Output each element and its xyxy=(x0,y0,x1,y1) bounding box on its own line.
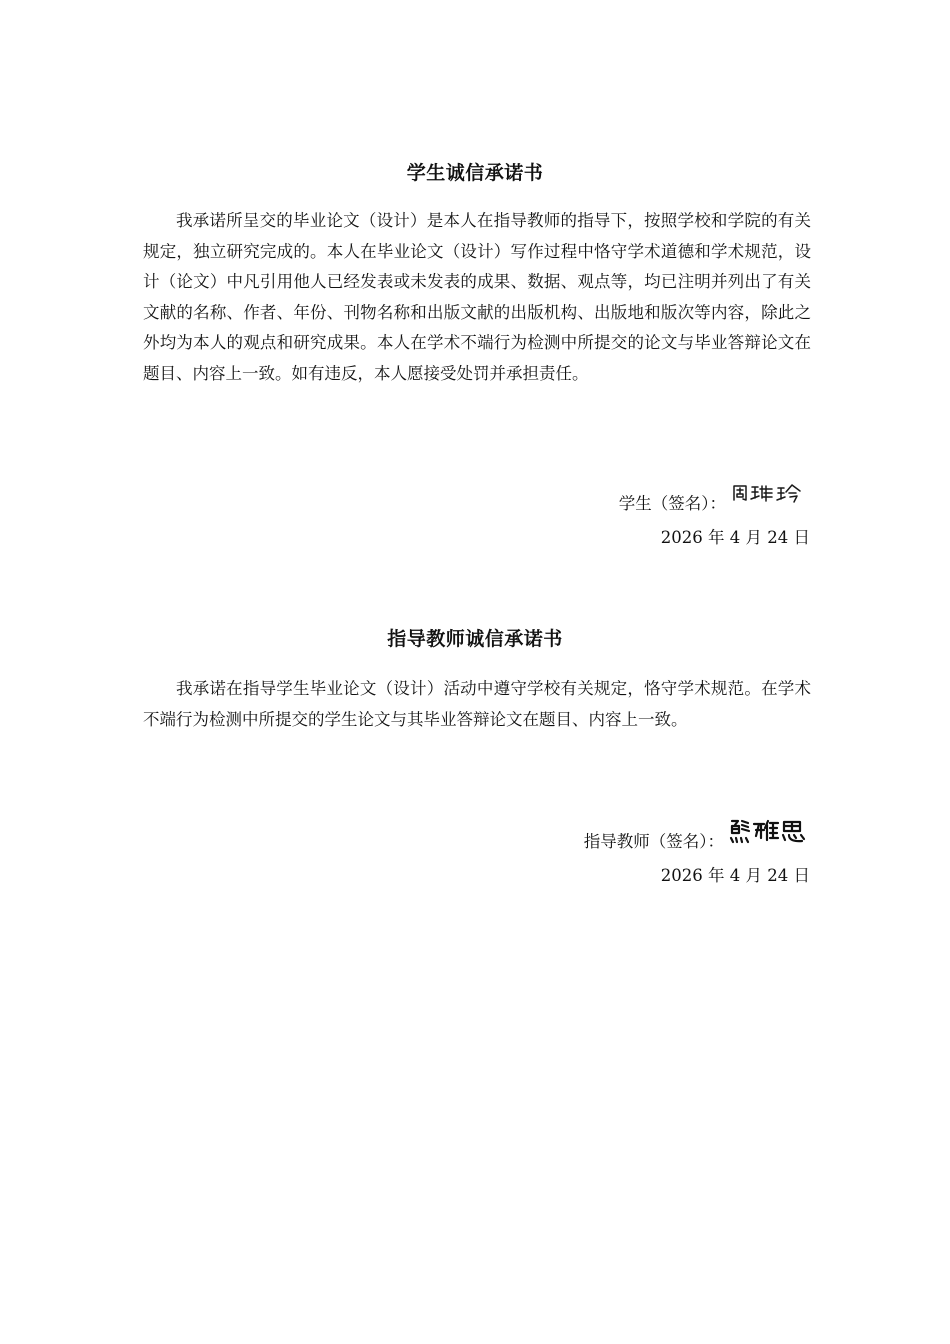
student-pledge-body: 我承诺所呈交的毕业论文（设计）是本人在指导教师的指导下，按照学校和学院的有关规定，独立研究完成的。本人在毕业论文（设计）写作过程中恪守学术道德和学术规范，设计（论文）中凡引用他人已经发表或未发表的成果、数据、观点等，均已注明并列出了有关文献的名称、作者、年份、刊物名称和出版文献的出版机构、出版地和版次等内容，除此之外均为本人的观点和研究成果。本人在学术不端行为检测中所提交的论文与毕业答辩论文在题目、内容上一致。如有违反，本人愿接受处罚并承担责任。 xyxy=(143,211,811,383)
student-signature-line xyxy=(619,480,810,514)
advisor-signature-image xyxy=(726,816,810,852)
advisor-date: 2026 年 4 月 24 日 xyxy=(660,866,810,885)
advisor-signature-line xyxy=(584,816,810,852)
student-date: 2026 年 4 月 24 日 xyxy=(660,528,810,547)
student-pledge-title: 学生诚信承诺书 xyxy=(406,162,544,184)
advisor-signature-label: 指导教师（签名）： xyxy=(583,832,724,851)
student-signature-image xyxy=(728,480,810,514)
student-signature-label: 学生（签名）： xyxy=(618,494,726,513)
advisor-pledge-body: 我承诺在指导学生毕业论文（设计）活动中遵守学校有关规定，恪守学术规范。在学术不端行为检测中所提交的学生论文与其毕业答辩论文在题目、内容上一致。 xyxy=(143,679,811,729)
advisor-pledge-title: 指导教师诚信承诺书 xyxy=(387,628,563,650)
